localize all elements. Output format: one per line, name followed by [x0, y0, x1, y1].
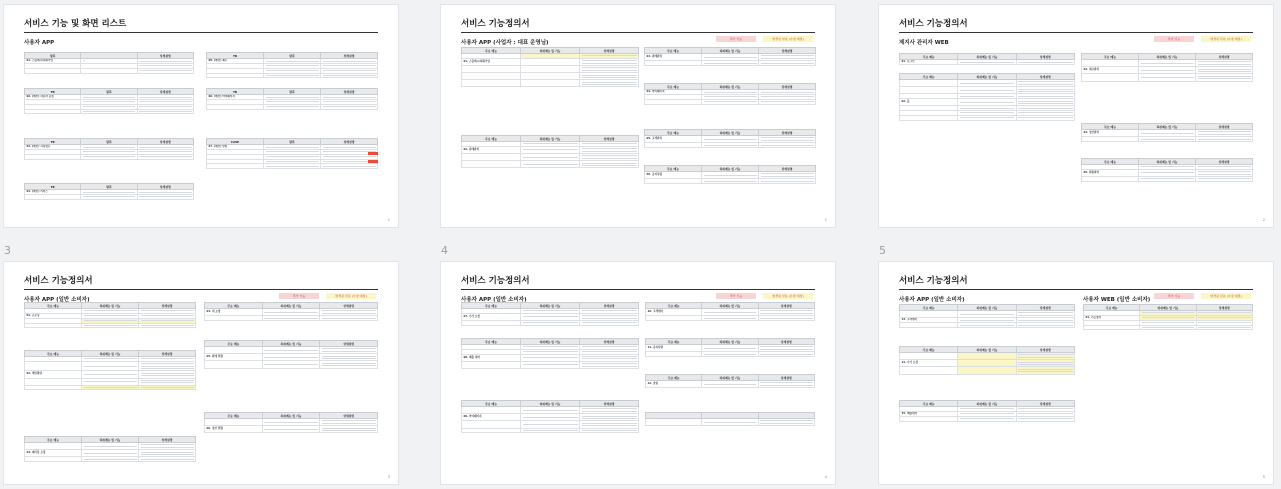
table-header: 상세설명 [321, 139, 378, 145]
function-table [899, 400, 1075, 422]
table-header: 주요 메뉴 [462, 401, 521, 407]
table-header: 상세설명 [137, 53, 193, 59]
table-header: 하위메뉴 및 기능 [521, 401, 580, 407]
table-header: 하위메뉴 및 기능 [521, 303, 580, 309]
page-number-3: 3 [4, 244, 11, 257]
slide-page-number: 2 [1262, 218, 1265, 222]
function-table [899, 346, 1075, 375]
function-table [24, 350, 196, 390]
slide-page-number: 4 [824, 475, 827, 479]
table-header: 하위메뉴 및 기능 [82, 303, 139, 309]
legend-added: 추가 기능 [1154, 293, 1194, 299]
function-table [461, 47, 639, 87]
table-header: 하위메뉴 및 기능 [521, 48, 580, 54]
table-header: 하위메뉴 및 기능 [702, 303, 758, 309]
slide-title: 서비스 기능 및 화면 리스트 [24, 19, 127, 29]
slide-thumbnail-5[interactable] [441, 262, 835, 484]
function-table [899, 73, 1075, 121]
table-cell: 06. 정산 현황 [205, 426, 263, 433]
table-header: 주요 메뉴 [900, 347, 958, 353]
table-cell: 02. (메인) 사용자 중심 [25, 95, 81, 100]
table-cell: 07. 수거 요청 [462, 313, 521, 320]
table-header: 상세설명 [139, 351, 196, 357]
function-table [899, 53, 1075, 65]
table-header: 하위메뉴 및 기능 [702, 84, 759, 90]
table-header: 상세설명 [759, 166, 816, 172]
legend-added: 추가 기능 [716, 293, 756, 299]
function-table [24, 138, 194, 160]
table-cell [646, 419, 702, 426]
table-header: 주요 메뉴 [1082, 124, 1139, 130]
table-header: 상세설명 [320, 413, 378, 419]
slide-subtitle-web: 사용자 WEB (일반 소비자) [1083, 297, 1151, 303]
legend-added: 추가 기능 [716, 36, 756, 42]
table-cell: 03. (메인) 시장정보 [25, 145, 81, 150]
table-header: 하위메뉴 및 기능 [262, 303, 320, 309]
table-header: 주요 메뉴 [205, 413, 263, 419]
table-header: 주요 메뉴 [900, 305, 958, 311]
function-table [24, 88, 194, 114]
table-header: 하위메뉴 및 기능 [82, 351, 139, 357]
function-table [645, 338, 815, 357]
function-table [204, 412, 378, 433]
table-header: 상세설명 [1016, 54, 1074, 60]
table-header: 하위메뉴 및 기능 [702, 339, 758, 345]
slide-subtitle: 사용자 APP (일반 소비자) [899, 297, 965, 303]
table-header: 상세설명 [137, 139, 193, 145]
table-header: TB [207, 89, 264, 95]
table-cell: 10. 고객센터 [646, 309, 702, 316]
divider [24, 32, 378, 33]
table-cell: — [81, 59, 137, 64]
table-header: 상세설명 [759, 84, 816, 90]
table-cell: 12. 알림 [646, 381, 702, 388]
table-cell: 02. 홈 [900, 99, 958, 106]
table-header: 상세설명 [137, 184, 193, 190]
table-cell: 06. (메인) 마이페이지 [207, 95, 264, 100]
divider [899, 289, 1253, 290]
table-header: 상세설명 [580, 303, 639, 309]
slide-thumbnail-1[interactable] [4, 5, 398, 227]
table-header: 주요 메뉴 [645, 166, 702, 172]
table-header: 주요 메뉴 [900, 401, 958, 407]
legend-added: 추가 기능 [279, 293, 319, 299]
table-cell: 01. 로그인 [900, 60, 958, 65]
table-header: 항목 [81, 139, 137, 145]
table-header: 상세설명 [759, 48, 816, 54]
function-table [644, 47, 816, 66]
table-header: 하위메뉴 및 기능 [958, 54, 1016, 60]
table-header: 상세설명 [758, 303, 814, 309]
function-table [461, 302, 639, 326]
table-cell: 15. 배출내역 [900, 411, 958, 416]
table-header: 상세설명 [758, 375, 814, 381]
table-header: 상세설명 [1016, 401, 1074, 407]
table-header: 상세설명 [321, 89, 378, 95]
table-header: 항목 [264, 139, 321, 145]
slide-thumbnail-6[interactable] [879, 262, 1273, 484]
table-header: 주요 메뉴 [462, 48, 521, 54]
function-table [206, 52, 378, 78]
table-header: 상세설명 [1196, 159, 1253, 165]
table-header: 주요 메뉴 [462, 339, 521, 345]
table-header: 하위메뉴 및 기능 [1139, 159, 1196, 165]
table-header: 상세설명 [1196, 54, 1253, 60]
table-cell: 04. (메인) 서비스 [25, 190, 81, 195]
table-header: 항목 [25, 53, 81, 59]
table-header: 하위메뉴 및 기능 [262, 341, 320, 347]
slide-thumbnail-2[interactable] [441, 5, 835, 227]
change-marker [368, 152, 378, 155]
function-table [461, 400, 639, 433]
table-header: 주요 메뉴 [462, 303, 521, 309]
table-header: 하위메뉴 및 기능 [262, 413, 320, 419]
table-header: 상세설명 [758, 339, 814, 345]
table-header: 상세설명 [580, 48, 639, 54]
legend-changed: 변경된 부분 (수정 예정) [326, 293, 376, 299]
table-header: 주요 메뉴 [25, 351, 82, 357]
table-cell: 05. 회원관리 [1082, 169, 1139, 176]
divider [461, 32, 815, 33]
function-table [644, 165, 816, 184]
table-header: 항목 [81, 89, 137, 95]
table-header: 상세설명 [1016, 305, 1074, 311]
table-header: 주요 메뉴 [900, 54, 958, 60]
table-cell: 01. 온보딩 [25, 313, 82, 318]
table-header: 하위메뉴 및 기능 [521, 339, 580, 345]
table-header: 주요 메뉴 [462, 136, 521, 142]
function-table [645, 302, 815, 321]
function-table [461, 135, 639, 168]
table-header: 주요 메뉴 [205, 341, 263, 347]
function-table [1083, 304, 1253, 330]
table-header: 상세설명 [320, 303, 378, 309]
table-header: 하위메뉴 및 기능 [702, 375, 758, 381]
table-header: 상세설명 [1196, 305, 1252, 311]
table-cell: 03. 판매관리 [645, 54, 702, 61]
slide-page-number: 1 [824, 218, 827, 222]
table-header: 하위메뉴 및 기능 [702, 48, 759, 54]
table-header: 상세설명 [139, 303, 196, 309]
table-cell: 13. 고객센터 [900, 318, 958, 323]
slide-page-number: 1 [387, 218, 390, 222]
function-table [206, 88, 378, 110]
table-header: 하위메뉴 및 기능 [702, 166, 759, 172]
table-header: 주요 메뉴 [1084, 305, 1140, 311]
function-table [24, 302, 196, 328]
table-cell: 07. (메인) 알림 [207, 145, 264, 150]
table-header: 상세설명 [139, 437, 196, 443]
table-cell: 14. 수거 요청 [900, 360, 958, 367]
function-table [1081, 158, 1253, 182]
function-table [24, 436, 196, 462]
table-cell: 04. 정산관리 [1082, 130, 1139, 137]
table-cell: 03. 재고관리 [1082, 67, 1139, 74]
slide-title: 서비스 기능정의서 [899, 276, 968, 286]
slide-page-number: 5 [1262, 475, 1265, 479]
table-header: 상세설명 [1016, 74, 1074, 80]
table-header: 하위메뉴 및 기능 [958, 74, 1016, 80]
table-header: 항목 [81, 184, 137, 190]
function-table [1081, 123, 1253, 142]
table-header: 주요 메뉴 [646, 375, 702, 381]
table-header: 주요 메뉴 [1082, 54, 1139, 60]
function-table [645, 374, 815, 388]
page-number-5: 5 [879, 244, 886, 257]
legend-changed: 변경된 부분 (수정 예정) [763, 36, 813, 42]
divider [899, 32, 1253, 33]
table-header: 상세설명 [1016, 347, 1074, 353]
table-header: 주요 메뉴 [646, 303, 702, 309]
table-header: 주요 메뉴 [645, 130, 702, 136]
table-cell: 01. 스플래시/회원가입 [462, 58, 521, 65]
legend-changed: 변경된 부분 (수정 예정) [763, 293, 813, 299]
table-cell: 02. 판매관리 [462, 146, 521, 153]
table-header: 주요 메뉴 [25, 437, 82, 443]
table-header: 하위메뉴 및 기능 [958, 347, 1016, 353]
function-table [644, 129, 816, 148]
slide-subtitle: 사용자 APP (일반 소비자) [24, 297, 90, 303]
slide-title: 서비스 기능정의서 [24, 276, 93, 286]
function-table [204, 302, 378, 321]
table-header: 상세설명 [759, 130, 816, 136]
legend-changed: 변경된 부분 (수정 예정) [1201, 293, 1251, 299]
table-header: 항목 [264, 53, 321, 59]
table-header: 하위메뉴 및 기능 [1139, 124, 1196, 130]
table-header: TB [25, 184, 81, 190]
slide-subtitle: 사용자 APP [24, 40, 55, 46]
table-header: 상세설명 [580, 339, 639, 345]
table-header: 하위메뉴 및 기능 [958, 401, 1016, 407]
table-header: 상세설명 [321, 53, 378, 59]
table-header: 상세설명 [580, 136, 639, 142]
function-table [24, 52, 194, 74]
table-header: TB [25, 139, 81, 145]
table-header: TB [25, 89, 81, 95]
slide-thumbnail-3[interactable] [879, 5, 1273, 227]
slide-subtitle: 사용자 APP (사업자 : 대표 운영님) [461, 40, 549, 46]
function-table [899, 304, 1075, 328]
table-cell: 08. 배출 내역 [462, 354, 521, 361]
table-cell: 06. 공지사항 [645, 172, 702, 179]
function-table [206, 138, 378, 169]
table-header: 하위메뉴 및 기능 [702, 130, 759, 136]
slide-title: 서비스 기능정의서 [461, 276, 530, 286]
table-cell: 05. (메인) 재무 [207, 59, 264, 64]
table-header: 하위메뉴 및 기능 [1140, 305, 1196, 311]
slide-page-number: 3 [387, 475, 390, 479]
table-header: 상세설명 [580, 401, 639, 407]
slide-subtitle: 사용자 APP (일반 소비자) [461, 297, 527, 303]
table-cell: 04. 마이페이지 [645, 90, 702, 95]
table-header: 하위메뉴 및 기능 [82, 437, 139, 443]
slide-thumbnail-4[interactable] [4, 262, 398, 484]
divider [461, 289, 815, 290]
table-header: 주요 메뉴 [645, 48, 702, 54]
table-cell: 01. 기능정의 [1084, 315, 1140, 320]
table-header: CASE [207, 139, 264, 145]
table-header: 상세설명 [1196, 124, 1253, 130]
table-cell: 11. 공지사항 [646, 345, 702, 352]
table-header: 주요 메뉴 [205, 303, 263, 309]
table-cell: 05. 판매 현황 [205, 354, 263, 361]
legend-added: 추가 기능 [1154, 36, 1194, 42]
table-header: 하위메뉴 및 기능 [958, 305, 1016, 311]
table-header: 항목 [264, 89, 321, 95]
function-table [645, 412, 815, 426]
function-table [461, 338, 639, 369]
table-header: 주요 메뉴 [900, 74, 958, 80]
table-header: 주요 메뉴 [646, 339, 702, 345]
slide-title: 서비스 기능정의서 [899, 19, 968, 29]
table-header: 주요 메뉴 [25, 303, 82, 309]
slide-subtitle: 제지사 관리자 WEB [899, 40, 949, 46]
change-marker [368, 160, 378, 163]
table-header: 주요 메뉴 [645, 84, 702, 90]
slide-title: 서비스 기능정의서 [461, 19, 530, 29]
function-table [204, 340, 378, 369]
table-cell: 02. 메인화면 [25, 371, 82, 378]
legend-changed: 변경된 부분 (수정 예정) [1201, 36, 1251, 42]
table-cell: 05. 고객관리 [645, 136, 702, 143]
table-header: 주요 메뉴 [1082, 159, 1139, 165]
table-header: TB [207, 53, 264, 59]
table-header: 상세설명 [320, 341, 378, 347]
table-header: 하위메뉴 및 기능 [1139, 54, 1196, 60]
table-cell: 03. 폐기물 요청 [25, 450, 82, 457]
table-cell: 04. 내 요청 [205, 309, 263, 316]
page-number-4: 4 [441, 244, 448, 257]
table-cell: 09. 마이페이지 [462, 414, 521, 421]
function-table [24, 183, 194, 200]
function-table [1081, 53, 1253, 82]
divider [24, 289, 378, 290]
table-header: 하위메뉴 및 기능 [521, 136, 580, 142]
table-cell: 01. 스플래시/회원가입 [25, 59, 81, 64]
function-table [644, 83, 816, 105]
table-header: 상세설명 [137, 89, 193, 95]
